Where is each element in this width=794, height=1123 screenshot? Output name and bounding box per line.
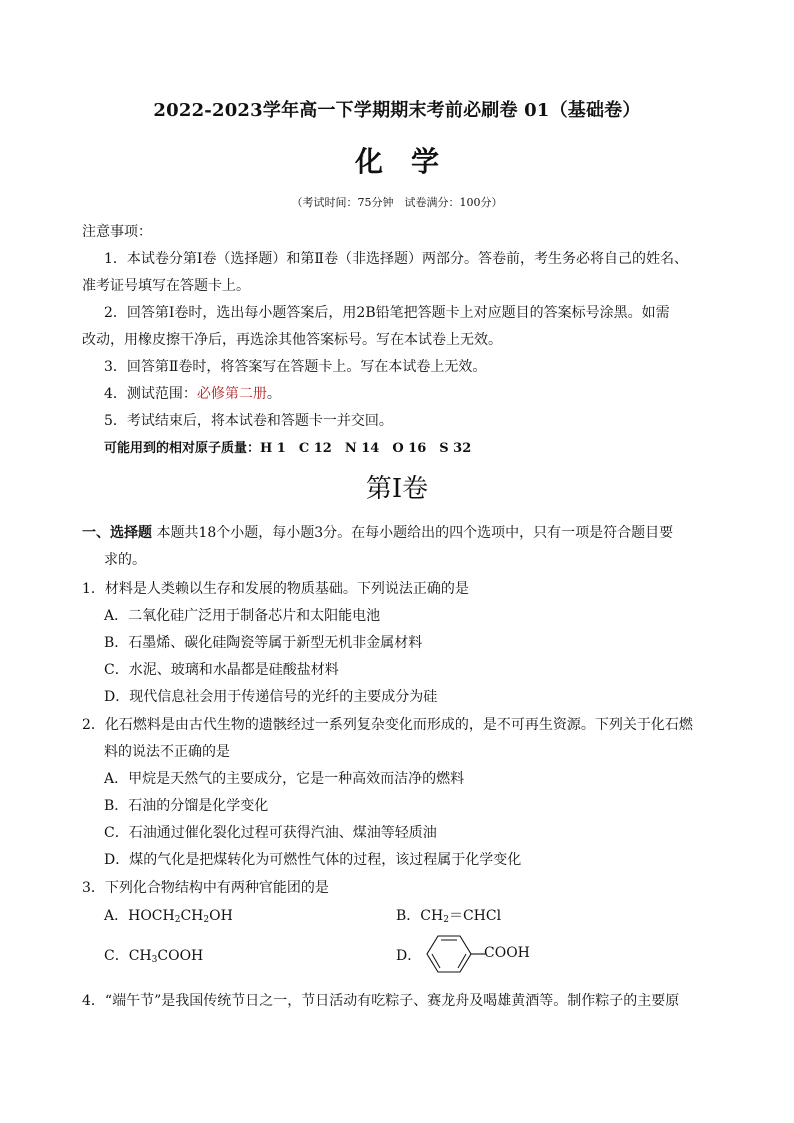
q1-option-a: A．二氧化硅广泛用于制备芯片和太阳能电池: [104, 608, 381, 624]
exam-info: （考试时间：75分钟 试卷满分：100分）: [291, 196, 503, 209]
exam-title: 2022-2023学年高一下学期期末考前必刷卷 01（基础卷）: [153, 100, 641, 121]
q2-option-c: C．石油通过催化裂化过程可获得汽油、煤油等轻质油: [104, 825, 437, 841]
notice-item-2-line-2: 改动，用橡皮擦干净后，再选涂其他答案标号。写在本试卷上无效。: [82, 332, 502, 348]
section-intro-line-1: [82, 522, 673, 542]
q2-option-d: D．煤的气化是把煤转化为可燃性气体的过程，该过程属于化学变化: [104, 852, 522, 868]
atomic-mass-note: 可能用到的相对原子质量：H 1 C 12 N 14 O 16 S 32: [104, 441, 472, 456]
q3-option-d-group: COOH: [484, 945, 530, 961]
q1-option-d: D．现代信息社会用于传递信号的光纤的主要成分为硅: [104, 689, 438, 705]
q3-option-c: [104, 945, 203, 965]
q3-option-c-formula-part: COOH: [157, 948, 204, 964]
notice-heading: 注意事项：: [82, 224, 152, 240]
notice-item-4: [104, 383, 281, 403]
notice-item-4-prefix: 4．测试范围：: [104, 386, 197, 402]
section-title: 第Ⅰ卷: [365, 474, 429, 504]
q3-option-b-subscript: 2: [443, 915, 449, 925]
q3-option-a-formula-part: OH: [209, 908, 233, 924]
q3-option-a-formula-part: CH: [180, 908, 204, 924]
q3-option-a-label: A．: [104, 908, 129, 924]
subject-title: 化学: [354, 145, 467, 178]
q1-stem: 1．材料是人类赖以生存和发展的物质基础。下列说法正确的是: [82, 581, 469, 597]
q3-option-b-formula-part: CH: [420, 908, 444, 924]
q3-option-a-formula-part: HOCH: [128, 908, 175, 924]
section-intro-line-2: 求的。: [104, 552, 146, 568]
q2-option-b: B．石油的分馏是化学变化: [104, 798, 269, 814]
q3-option-a-subscript: 2: [174, 915, 181, 925]
notice-item-4-suffix: 。: [266, 386, 281, 402]
q2-stem-line-2: 料的说法不正确的是: [104, 744, 230, 760]
section-intro-prefix: 一、选择题: [82, 525, 152, 541]
q3-option-b-formula-part: ＝CHCl: [448, 908, 502, 924]
q3-option-c-subscript: 3: [151, 955, 158, 965]
q3-option-c-formula-part: CH: [128, 948, 152, 964]
benzene-ring-icon: [426, 934, 472, 974]
notice-item-1-line-1: 1．本试卷分第Ⅰ卷（选择题）和第Ⅱ卷（非选择题）两部分。答卷前，考生务必将自己的姓名、: [104, 251, 688, 267]
notice-item-2-line-1: 2．回答第Ⅰ卷时，选出每小题答案后，用2B铅笔把答题卡上对应题目的答案标号涂黑。如需: [104, 305, 670, 321]
q3-option-a-subscript: 2: [203, 915, 210, 925]
notice-item-3: 3．回答第Ⅱ卷时，将答案写在答题卡上。写在本试卷上无效。: [104, 359, 487, 375]
q3-option-a: [104, 905, 233, 925]
q3-option-b-label: B．: [396, 908, 421, 924]
q3-stem: 3．下列化合物结构中有两种官能团的是: [82, 880, 329, 896]
test-range: 必修第二册: [196, 386, 267, 402]
q1-option-c: C．水泥、玻璃和水晶都是硅酸盐材料: [104, 662, 339, 678]
notice-item-5: 5．考试结束后，将本试卷和答题卡一并交回。: [104, 413, 393, 429]
section-intro-text: 本题共18个小题，每小题3分。在每小题给出的四个选项中，只有一项是符合题目要: [156, 525, 674, 541]
q3-option-b: [396, 905, 501, 925]
q3-option-c-label: C．: [104, 948, 129, 964]
q2-option-a: A．甲烷是天然气的主要成分，它是一种高效而洁净的燃料: [104, 771, 465, 787]
bond-line: [471, 953, 485, 955]
q4-stem: 4．“端午节”是我国传统节日之一，节日活动有吃粽子、赛龙舟及喝雄黄酒等。制作粽子的主要原: [82, 993, 680, 1009]
q3-option-d-label: D．: [396, 948, 422, 964]
q2-stem-line-1: 2．化石燃料是由古代生物的遗骸经过一系列复杂变化而形成的，是不可再生资源。下列关于化石燃: [82, 717, 693, 733]
notice-item-1-line-2: 准考证号填写在答题卡上。: [82, 278, 250, 294]
q1-option-b: B．石墨烯、碳化硅陶瓷等属于新型无机非金属材料: [104, 635, 423, 651]
